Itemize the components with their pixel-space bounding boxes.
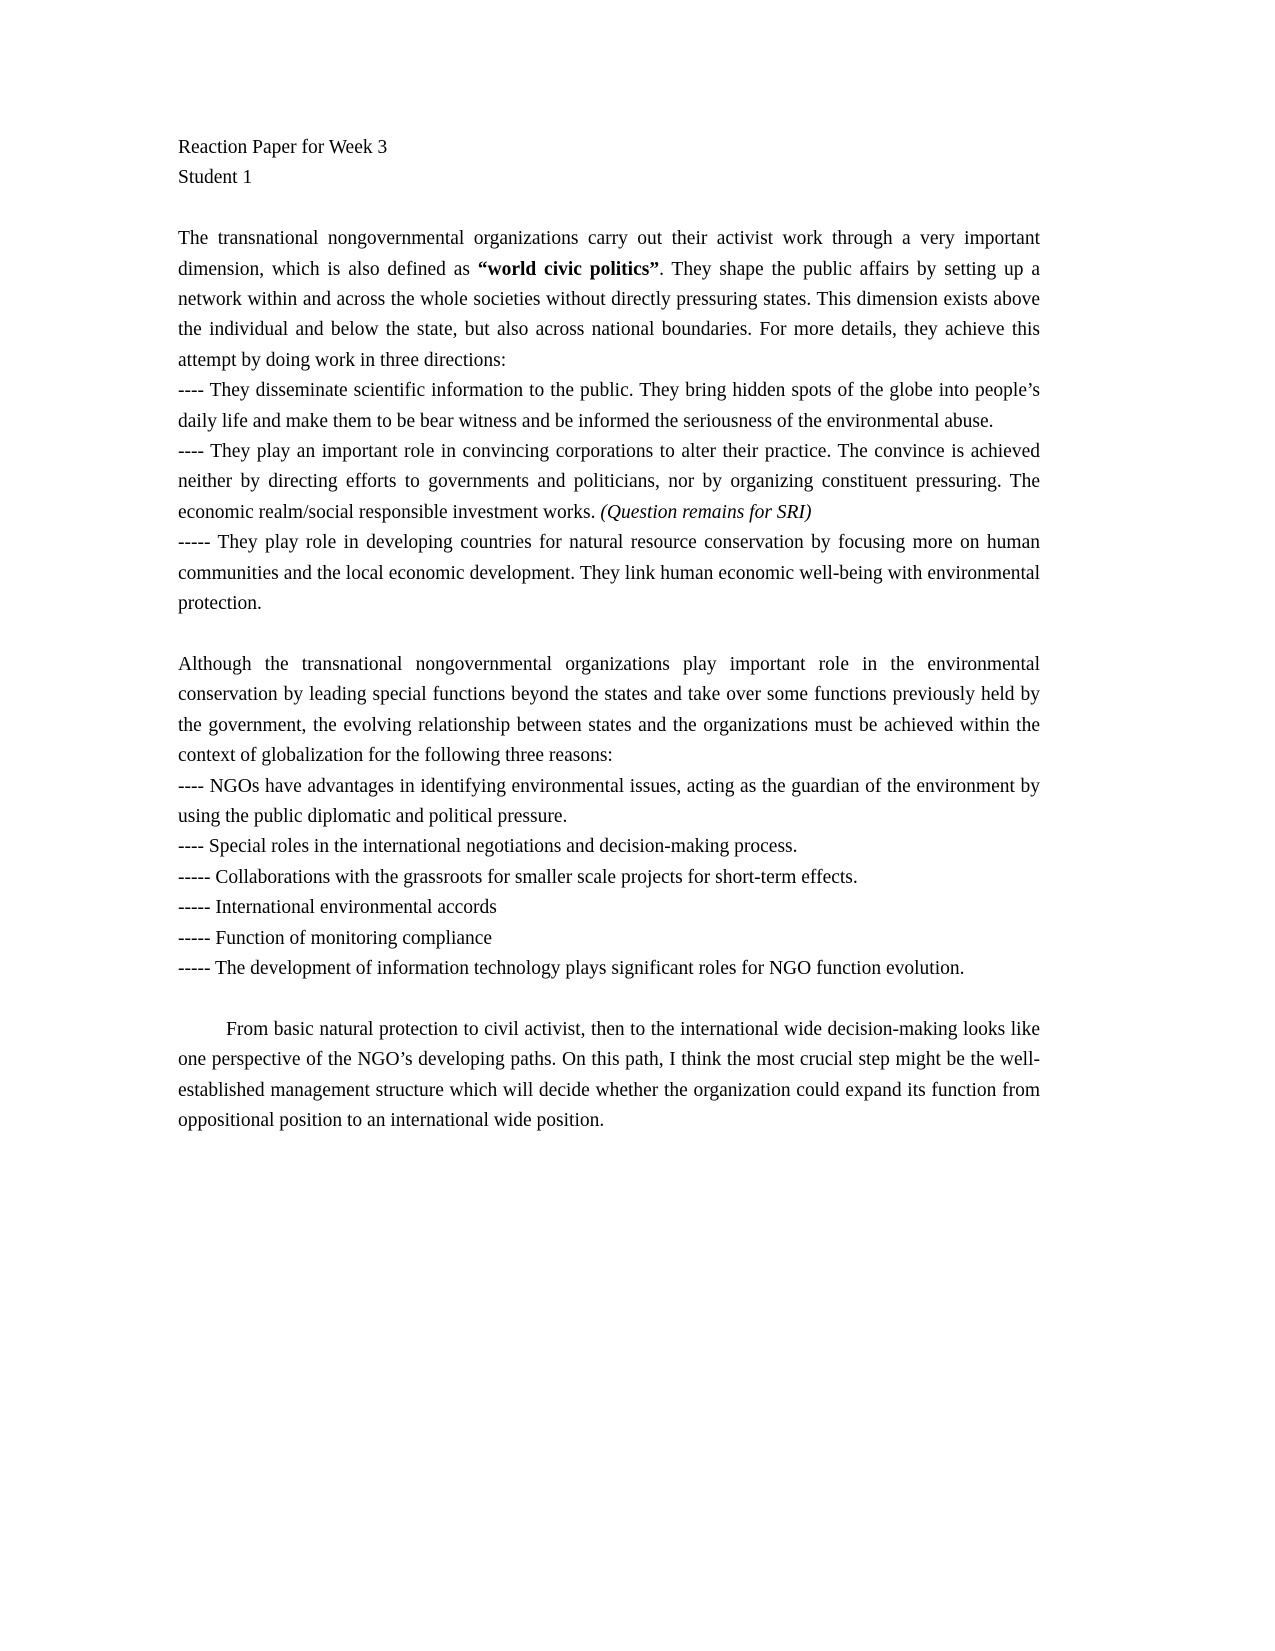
list-item-text: They play an important role in convincing corporations to alter their practice. The convince is achieved neither by directing efforts to governments and politicians, nor by organizing constituent pressuring. The economic realm/social responsible investment works. <box>178 441 1040 523</box>
list-item-1-3 <box>178 528 1040 619</box>
list-item-2-1 <box>178 772 1040 833</box>
paragraph-1 <box>178 224 1040 376</box>
list-item-text: Collaborations with the grassroots for smaller scale projects for short-term effects. <box>210 866 858 888</box>
paragraph-1-text-after-bold: . They shape the public affairs by setting up a network within and across the whole societies without directly pressuring states. This dimension exists above the individual and below the state, but also across national boundaries. For more details, they achieve this attempt by doing work in three directions: <box>178 258 1040 371</box>
paragraph-3: From basic natural protection to civil activist, then to the international wide decision-making looks like one perspective of the NGO’s developing paths. On this path, I think the most crucial step might be the well-established management structure which will decide whether the organization could expand its function from oppositional position to an international wide position. <box>178 1018 1040 1131</box>
document-body <box>178 133 1040 1136</box>
header-author: Student 1 <box>178 167 253 189</box>
list-item-2-5 <box>178 924 1040 954</box>
italic-note-question-sri: (Question remains for SRI) <box>600 501 812 523</box>
list-item-text: The development of information technology plays significant roles for NGO function evolution. <box>210 957 965 979</box>
list-dash-marker: ----- <box>178 866 211 888</box>
list-item-2-2 <box>178 832 1040 862</box>
list-item-text: Function of monitoring compliance <box>210 927 493 949</box>
paragraph-2: Although the transnational nongovernmental organizations play important role in the environmental conservation by leading special functions beyond the states and take over some functions previously held by the government, the evolving relationship between states and the organizations must be achieved within the context of globalization for the following three reasons: <box>178 653 1040 767</box>
list-item-2-6 <box>178 954 1040 984</box>
list-dash-marker: ---- <box>178 380 204 402</box>
header-title: Reaction Paper for Week 3 <box>178 137 388 158</box>
list-item-text: They play role in developing countries for natural resource conservation by focusing more on human communities and the local economic development. They link human economic well-being with environmental protection. <box>178 532 1040 615</box>
list-item-2-4 <box>178 893 1040 923</box>
list-item-text: Special roles in the international negotiations and decision-making process. <box>203 836 798 858</box>
bold-phrase-world-civic-politics: “world civic politics” <box>477 258 660 280</box>
list-dash-marker: ----- <box>178 532 211 554</box>
list-item-2-3 <box>178 863 1040 893</box>
list-dash-marker: ---- <box>178 775 204 797</box>
spacer-after-header <box>178 194 1040 224</box>
list-item-text: They disseminate scientific information to the public. They bring hidden spots of the globe into people’s daily life and make them to be bear witness and be informed the seriousness of the environmental abuse. <box>178 380 1040 432</box>
list-item-text: International environmental accords <box>210 897 497 919</box>
list-dash-marker: ---- <box>178 441 204 463</box>
list-dash-marker: ---- <box>178 836 204 858</box>
spacer-before-paragraph-3 <box>178 984 1040 1014</box>
list-item-1-2 <box>178 437 1040 528</box>
list-item-1-1 <box>178 376 1040 437</box>
paragraph-1-text-before-bold: The transnational nongovernmental organizations carry out their activist work through a very important dimension, which is also defined as <box>178 228 1040 280</box>
list-dash-marker: ----- <box>178 897 211 919</box>
list-dash-marker: ----- <box>178 927 211 949</box>
list-dash-marker: ----- <box>178 957 211 979</box>
list-item-text: NGOs have advantages in identifying environmental issues, acting as the guardian of the environment by using the public diplomatic and political pressure. <box>178 775 1040 827</box>
spacer-before-paragraph-2 <box>178 619 1040 649</box>
